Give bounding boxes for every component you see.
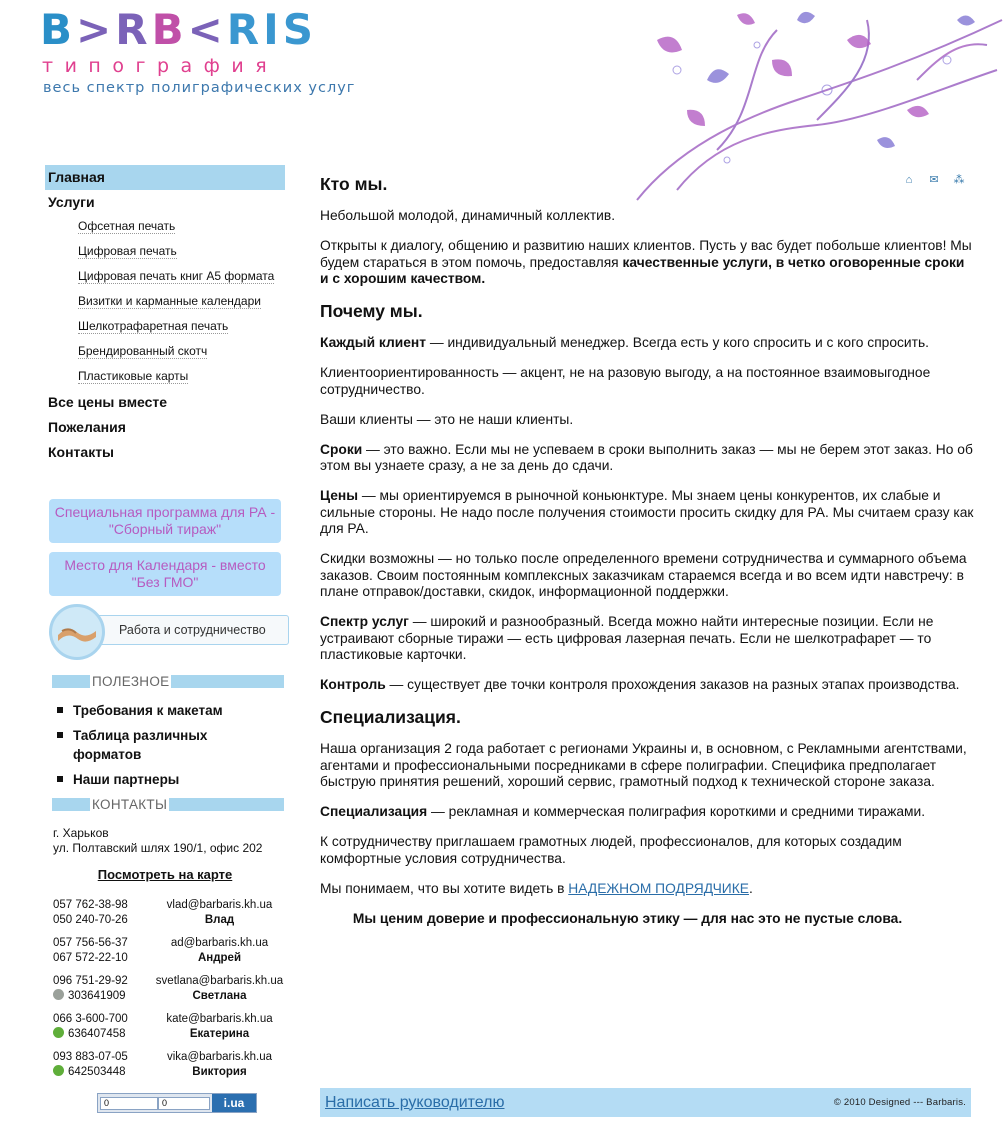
promo-special-program[interactable]: Специальная программа для РА - "Сборный тираж" <box>49 499 281 543</box>
home-icon[interactable]: ⌂ <box>905 174 913 186</box>
handshake-icon <box>49 604 105 660</box>
map-link[interactable]: Посмотреть на карте <box>97 867 233 882</box>
closing-statement: Мы ценим доверие и профессиональную этику — для нас это не пустые слова. <box>352 910 903 926</box>
contact-row: 096 751-29-92 303641909 svetlana@barbaris.kh.ua Светлана <box>53 975 284 1002</box>
icq-icon <box>53 1065 64 1076</box>
contact-email[interactable]: kate@barbaris.kh.ua <box>166 1013 273 1025</box>
nav-sub-books[interactable]: Цифровая печать книг А5 формата <box>78 269 275 283</box>
contact-email[interactable]: svetlana@barbaris.kh.ua <box>155 975 284 987</box>
icq-icon <box>53 989 64 1000</box>
nav-services[interactable]: Услуги <box>48 194 95 210</box>
contacts-header: КОНТАКТЫ <box>52 796 284 812</box>
contact-email[interactable]: ad@barbaris.kh.ua <box>170 937 269 949</box>
logo-text: B>RB<RIS <box>40 5 317 54</box>
write-to-manager-link[interactable]: Написать руководителю <box>325 1093 505 1111</box>
work-cooperation-label: Работа и сотрудничество <box>91 615 289 645</box>
address: г. Харьков ул. Полтавский шлях 190/1, офис 202 <box>53 826 263 855</box>
contact-email[interactable]: vika@barbaris.kh.ua <box>167 1051 272 1063</box>
nav-sub-tape[interactable]: Брендированный скотч <box>78 344 208 358</box>
nav-sub-digital[interactable]: Цифровая печать <box>78 244 177 258</box>
nav-home[interactable]: Главная <box>45 165 285 190</box>
visit-counter[interactable]: 0 0 i.ua <box>97 1093 257 1113</box>
logo[interactable] <box>40 6 355 98</box>
contacts-list <box>53 898 285 1080</box>
work-cooperation-button[interactable] <box>49 604 289 660</box>
sidebar <box>45 165 285 1088</box>
logo-tagline: весь спектр полиграфических услуг <box>43 80 356 96</box>
useful-list <box>55 701 285 789</box>
iua-logo: i.ua <box>212 1094 256 1112</box>
useful-item[interactable]: Наши партнеры <box>55 770 275 789</box>
reliable-contractor-link[interactable]: НАДЕЖНОМ ПОДРЯДЧИКЕ <box>568 880 749 896</box>
main-content: Кто мы. Небольшой молодой, динамичный коллектив. Открыты к диалогу, общению и развитию наших клиентов. Пусть у вас будет побольше клиентов! Мы будем стараться в этом помочь, предоставляя качественные услуги, в четко оговоренные сроки и с хорошим качеством. Почему мы. Каждый клиент — индивидуальный менеджер. Всегда есть у кого спросить и с кого спросить. Клиентоориентированность — акцент, не на разовую выгоду, а на постоянное взаимовыгодное сотрудничество. Ваши клиенты — это не наши клиенты. Сроки — это важно. Если мы не успеваем в сроки выполнить заказ — мы не берем этот заказ. Но об этом вы узнаете сразу, а не за день до сдачи. Цены — мы ориентируемся в рыночной коньюнктуре. Мы знаем цены конкурентов, их слабые и сильные стороны. Не надо после получения стоимости просить скидку для РА. Мы считаем сразу как для РА. Скидки возможны — но только после определенного времени сотрудничества и суммарного объема заказов. Своим постоянным комплексных заказчикам стараемся всегда и во всем идти навстречу: в плане отправок/доставки, скидок, информационной поддержки. Спектр услуг — широкий и разнообразный. Всегда можно найти интересные позиции. Если не устраивают сборные тиражи — есть цифровая лазерная печать. Если не шелкотрафарет — то пластиковые карточки. Контроль — существует две точки контроля прохождения заказов на разных этапах производства. Специализация. Наша организация 2 года работает с регионами Украины и, в основном, с Рекламными агентствами, агентами и профессиональными посредниками в сфере полиграфии. Специфика предполагает быструю принятия решений, хороший сервис, грамотный подход к технической стороне заказа. Специализация — рекламная и коммерческая полиграфия короткими и средними тиражами. К сотрудничеству приглашаем грамотных людей, профессионалов, для которых создадим комфортные условия сотрудничества. Мы понимаем, что вы хотите видеть в НАДЕЖНОМ ПОДРЯДЧИКЕ. Мы ценим доверие и профессиональную этику — для нас это не пустые слова. <box>320 174 974 926</box>
logo-subtitle: типография <box>42 55 279 77</box>
nav-wishes[interactable]: Пожелания <box>48 419 126 435</box>
contact-email[interactable]: vlad@barbaris.kh.ua <box>166 899 273 911</box>
nav-sub-offset[interactable]: Офсетная печать <box>78 219 176 233</box>
icq-icon <box>53 1027 64 1038</box>
mail-icon[interactable]: ✉ <box>929 174 939 186</box>
useful-item[interactable]: Таблица различных форматов <box>55 726 275 764</box>
nav-sub-silkscreen[interactable]: Шелкотрафаретная печать <box>78 319 229 333</box>
useful-item[interactable]: Требования к макетам <box>55 701 275 720</box>
useful-header: ПОЛЕЗНОЕ <box>52 673 284 689</box>
heading-specialization: Специализация. <box>320 707 461 727</box>
heading-who: Кто мы. <box>320 174 388 194</box>
sitemap-icon[interactable]: ⁂ <box>953 174 965 186</box>
heading-why: Почему мы. <box>320 301 423 321</box>
nav-sub-plastic[interactable]: Пластиковые карты <box>78 369 189 383</box>
contact-row: 093 883-07-05 642503448 vika@barbaris.kh.ua Виктория <box>53 1050 285 1080</box>
nav-sub-cards[interactable]: Визитки и карманные календари <box>78 294 261 308</box>
contact-row: 066 3-600-700 636407458 kate@barbaris.kh.ua Екатерина <box>53 1012 285 1042</box>
nav-prices[interactable]: Все цены вместе <box>48 394 168 410</box>
copyright: © 2010 Designed --- Barbaris. <box>833 1097 966 1108</box>
nav-contacts[interactable]: Контакты <box>48 444 115 460</box>
promo-calendar[interactable]: Место для Календаря - вместо "Без ГМО" <box>49 552 281 596</box>
footer <box>320 1088 971 1117</box>
contact-row: 057 756-56-37 067 572-22-10 ad@barbaris.kh.ua Андрей <box>53 936 285 966</box>
contact-row: 057 762-38-98 050 240-70-26 vlad@barbaris.kh.ua Влад <box>53 898 285 928</box>
